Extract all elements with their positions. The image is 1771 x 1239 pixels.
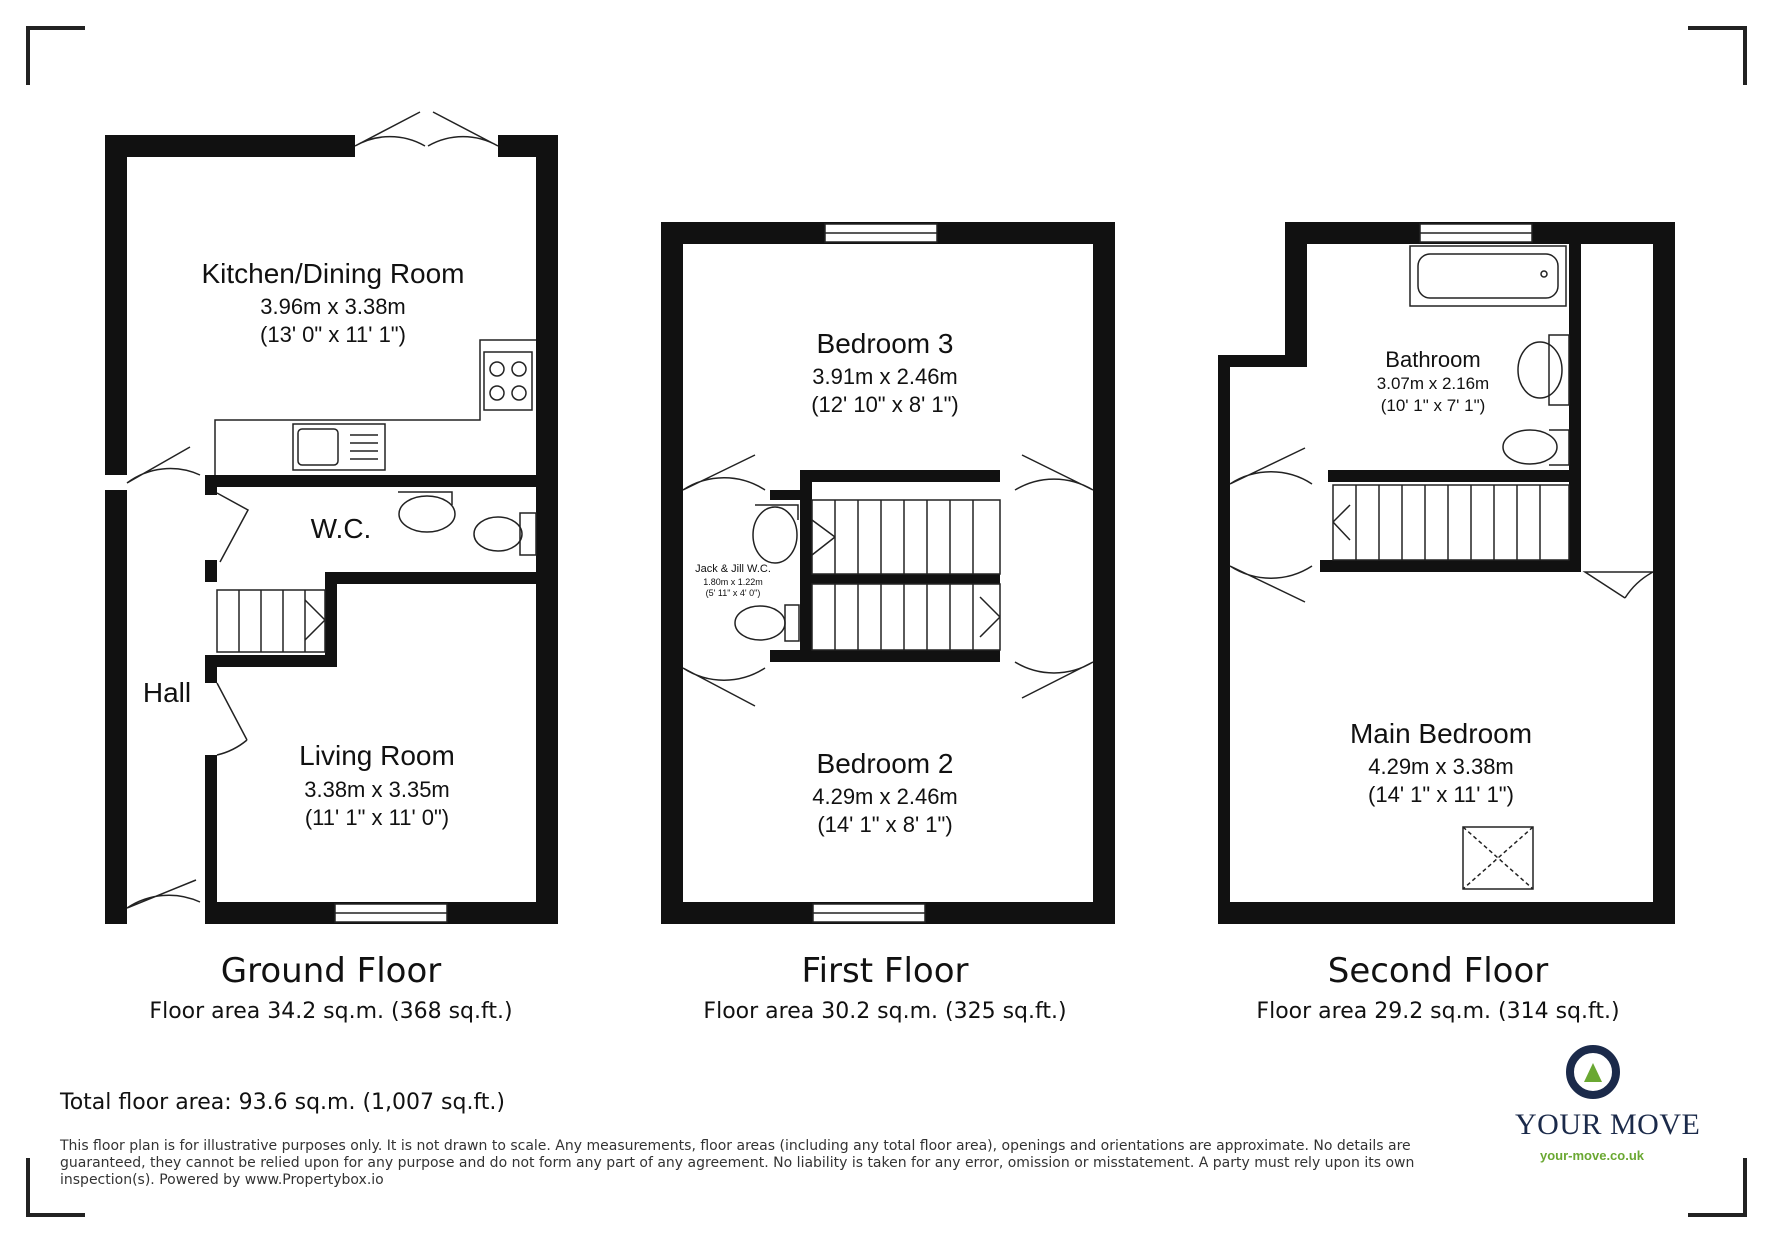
floor-title-second: Second Floor (1327, 951, 1549, 991)
room-dim-ft-bedroom-2: (14' 1" x 8' 1") (817, 812, 953, 837)
floor-area-first: Floor area 30.2 sq.m. (325 sq.ft.) (703, 999, 1067, 1024)
room-name-kitchen-dining: Kitchen/Dining Room (201, 258, 465, 289)
room-name-bedroom-2: Bedroom 2 (816, 748, 954, 779)
your-move-logo-icon (1570, 1049, 1616, 1095)
room-name-main-bedroom: Main Bedroom (1349, 718, 1533, 749)
room-dim-m-main-bedroom: 4.29m x 3.38m (1368, 754, 1514, 779)
room-dim-ft-bathroom: (10' 1" x 7' 1") (1380, 396, 1486, 415)
room-name-wc: W.C. (310, 513, 372, 544)
floor-area-ground: Floor area 34.2 sq.m. (368 sq.ft.) (149, 999, 513, 1024)
brand-name: YOUR MOVE (1515, 1108, 1701, 1141)
room-dim-ft-main-bedroom: (14' 1" x 11' 1") (1368, 782, 1514, 807)
room-dim-ft-jack-jill-wc: (5' 11" x 4' 0") (705, 588, 761, 598)
second-floor-plan (1218, 222, 1675, 924)
second-floor-walls (1218, 222, 1675, 924)
floor-area-second: Floor area 29.2 sq.m. (314 sq.ft.) (1256, 999, 1620, 1024)
room-name-bedroom-3: Bedroom 3 (816, 328, 954, 359)
floor-title-ground: Ground Floor (220, 951, 442, 991)
room-dim-ft-living-room: (11' 1" x 11' 0") (304, 805, 450, 830)
corner-marks (28, 28, 1745, 1215)
room-name-hall: Hall (142, 677, 192, 708)
room-dim-m-bedroom-3: 3.91m x 2.46m (812, 364, 958, 389)
room-dim-ft-kitchen-dining: (13' 0" x 11' 1") (260, 322, 406, 347)
room-dim-m-kitchen-dining: 3.96m x 3.38m (260, 294, 406, 319)
room-dim-ft-bedroom-3: (12' 10" x 8' 1") (811, 392, 959, 417)
room-dim-m-bathroom: 3.07m x 2.16m (1376, 374, 1490, 393)
room-name-bathroom: Bathroom (1385, 347, 1481, 372)
room-dim-m-living-room: 3.38m x 3.35m (304, 777, 450, 802)
room-dim-m-bedroom-2: 4.29m x 2.46m (812, 784, 958, 809)
room-name-living-room: Living Room (299, 740, 455, 771)
room-name-jack-jill-wc: Jack & Jill W.C. (695, 563, 771, 575)
disclaimer-text: This floor plan is for illustrative purposes only. It is not drawn to scale. Any measurements, floor areas (including any total floor area), openings and orientations are approximate. No details are guaranteed, they cannot be relied upon for any purpose and do not form any part of any agreement. No liability is taken for any error, omission or misstatement. A party must rely upon its own inspection(s). Powered by www.Propertybox.io (60, 1138, 1415, 1188)
room-dim-m-jack-jill-wc: 1.80m x 1.22m (703, 577, 763, 587)
floor-title-first: First Floor (801, 951, 969, 991)
brand-url: your-move.co.uk (1539, 1148, 1645, 1163)
total-floor-area: Total floor area: 93.6 sq.m. (1,007 sq.ft.) (60, 1090, 506, 1115)
